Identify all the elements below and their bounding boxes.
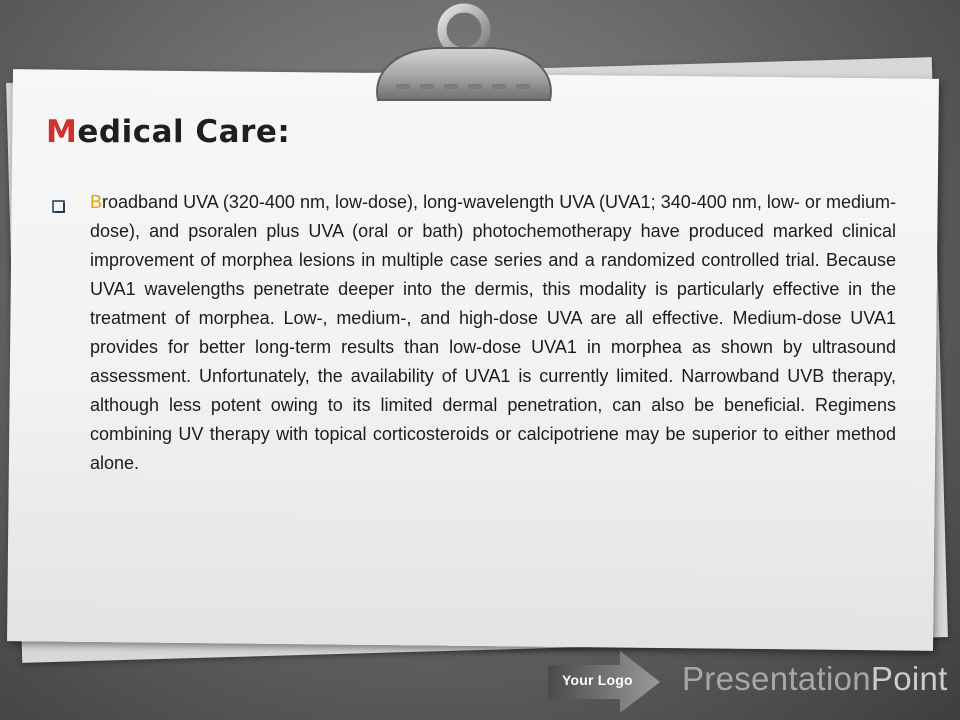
body-rest: roadband UVA (320-400 nm, low-dose), long-wavelength UVA (UVA1; 340-400 nm, low- or medium-dose), and psoralen plus UVA (oral or bath) photochemotherapy have produced marked clinical improvement of morphea lesions in multiple case series and a randomized controlled trial. Because UVA1 wavelengths penetrate deeper into the dermis, this modality is particularly effective in the treatment of morphea. Low-, medium-, and high-dose UVA are all effective. Medium-dose UVA1 provides for better long-term results than low-dose UVA1 in morphea as shown by ultrasound assessment. Unfortunately, the availability of UVA1 is currently limited. Narrowband UVB therapy, although less potent owing to its limited dermal penetration, can also be beneficial. Regimens combining UV therapy with topical corticosteroids or calcipotriene may be superior to either method alone.: [90, 192, 896, 473]
title-first-letter: M: [46, 114, 78, 150]
brand-name: [682, 660, 948, 698]
logo-label: Your Logo: [562, 672, 633, 688]
title-rest: edical Care:: [77, 114, 291, 150]
brand-part1: Presentation: [682, 660, 871, 697]
slide-title: [46, 114, 290, 150]
bullet-item: [52, 188, 896, 478]
bullet-text: [90, 188, 896, 478]
body-first-letter: B: [90, 192, 103, 212]
brand-part2: Point: [870, 660, 948, 697]
paper-clip-icon: [366, 0, 562, 110]
hollow-square-bullet-icon: [52, 200, 65, 213]
